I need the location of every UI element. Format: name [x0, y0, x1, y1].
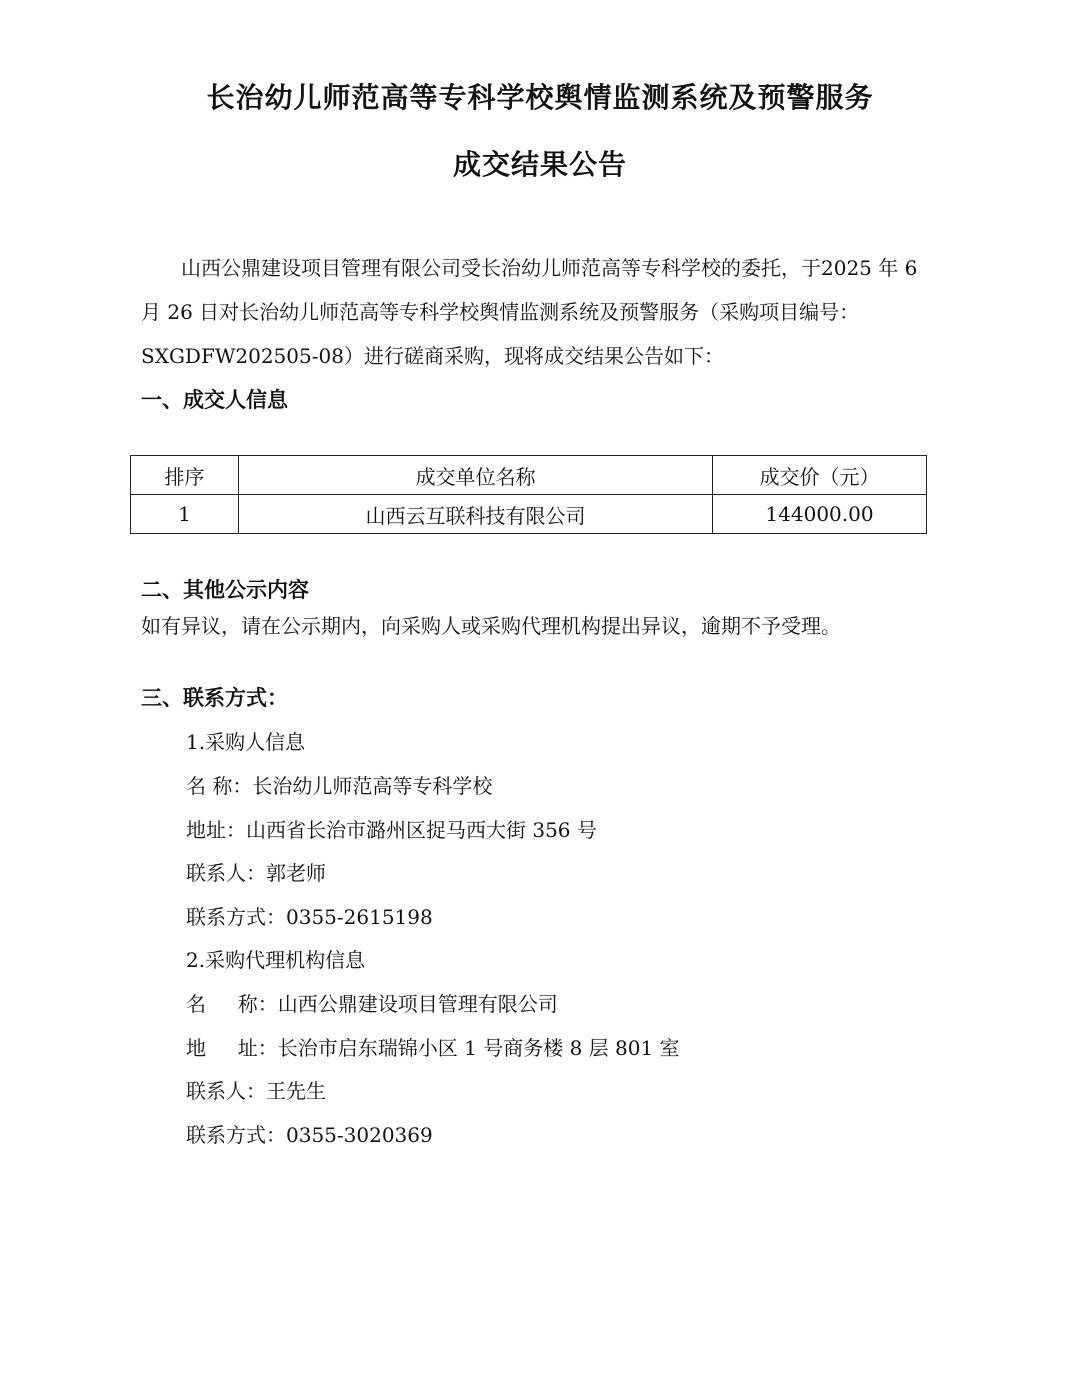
purchaser-info-title: 1.采购人信息	[186, 730, 306, 754]
intro-paragraph: 山西公鼎建设项目管理有限公司受长治幼儿师范高等专科学校的委托，于2025 年 6 月 26 日对长治幼儿师范高等专科学校舆情监测系统及预警服务（采购项目编号：SXGDFW202505-08）进行磋商采购，现将成交结果公告如下：	[141, 256, 918, 368]
document-subtitle: 成交结果公告	[452, 148, 627, 181]
purchaser-address: 地址：山西省长治市潞州区捉马西大街 356 号	[186, 818, 597, 842]
agency-phone: 联系方式：0355-3020369	[186, 1123, 433, 1147]
agency-contact-person: 联系人：王先生	[186, 1079, 326, 1103]
table-row	[131, 495, 927, 534]
objection-text: 如有异议，请在公示期内，向采购人或采购代理机构提出异议，逾期不予受理。	[141, 614, 841, 638]
table-cell: 山西云互联科技有限公司	[239, 495, 713, 534]
agency-address: 地 址：长治市启东瑞锦小区 1 号商务楼 8 层 801 室	[186, 1036, 680, 1060]
table-header-row	[131, 456, 927, 495]
table-header-cell: 成交单位名称	[239, 456, 713, 495]
table-cell: 144000.00	[713, 495, 927, 534]
table-header-cell: 成交价（元）	[713, 456, 927, 495]
purchaser-contact-person: 联系人：郭老师	[186, 861, 326, 885]
winner-table	[130, 455, 927, 534]
section-heading-other: 二、其他公示内容	[141, 578, 309, 602]
agency-name: 名 称：山西公鼎建设项目管理有限公司	[186, 992, 558, 1016]
section-heading-contact: 三、联系方式：	[141, 686, 288, 710]
table-header-cell: 排序	[131, 456, 239, 495]
table-cell: 1	[131, 495, 239, 534]
agency-info-title: 2.采购代理机构信息	[186, 948, 366, 972]
document-title: 长治幼儿师范高等专科学校舆情监测系统及预警服务	[206, 81, 874, 114]
purchaser-name: 名 称：长治幼儿师范高等专科学校	[186, 774, 493, 798]
section-heading-winner: 一、成交人信息	[141, 388, 288, 412]
purchaser-phone: 联系方式：0355-2615198	[186, 905, 433, 929]
